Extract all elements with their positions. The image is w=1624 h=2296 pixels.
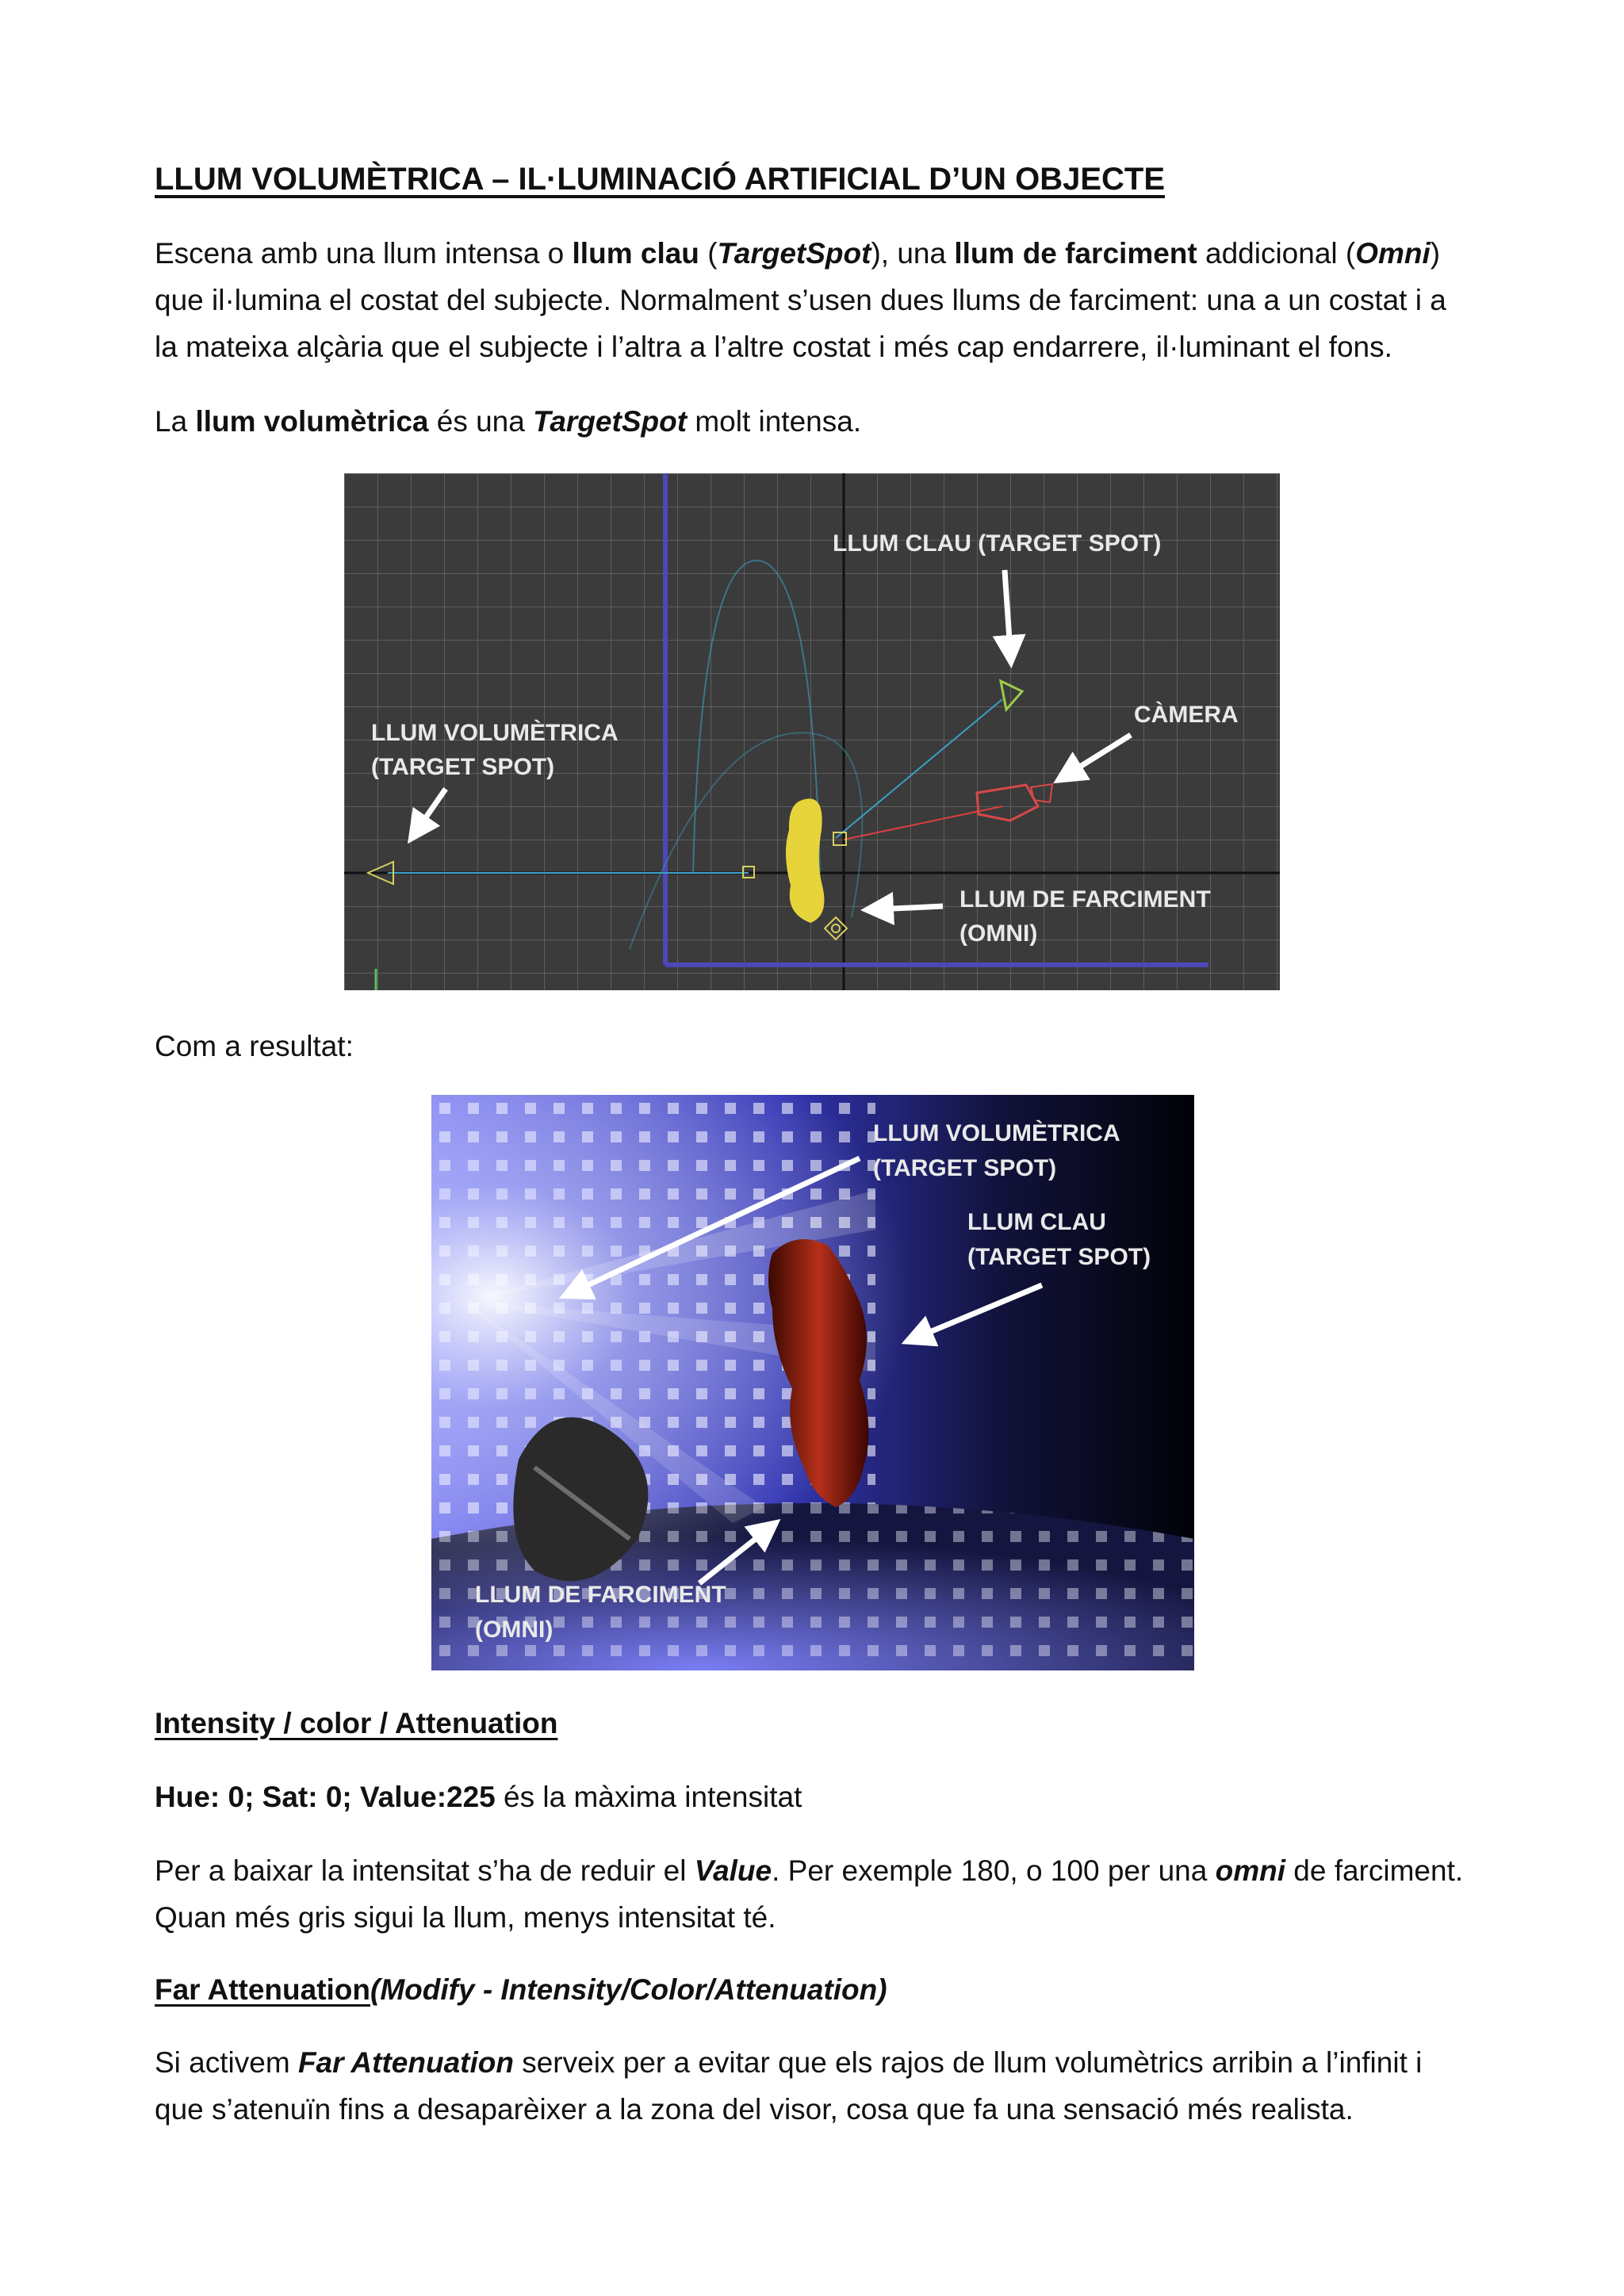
section-heading-far-attenuation: [155, 1968, 887, 2012]
result-caption: Com a resultat:: [155, 1030, 354, 1062]
bold-italic-term: omni: [1215, 1854, 1285, 1887]
label-volumetric-light: LLUM VOLUMÈTRICA: [371, 720, 619, 746]
label-volumetric-light-type: (TARGET SPOT): [371, 754, 555, 780]
bold-italic-term: Omni: [1355, 237, 1431, 270]
scene-viewport-figure: [344, 473, 1280, 990]
reduce-intensity-paragraph: [155, 1847, 1471, 1941]
heading-underlined-part: Far Attenuation: [155, 1973, 371, 2006]
intro-paragraph: [155, 230, 1471, 370]
text-run: Si activem: [155, 2046, 298, 2079]
label-camera: CÀMERA: [1134, 702, 1239, 728]
max-intensity-values: [155, 1774, 1471, 1820]
bold-italic-term: TargetSpot: [717, 237, 871, 270]
text-run: és una: [428, 405, 534, 438]
bold-italic-term: Value: [694, 1854, 772, 1887]
page-title: LLUM VOLUMÈTRICA – IL·LUMINACIÓ ARTIFICIAL D’UN OBJECTE: [155, 162, 1166, 197]
far-attenuation-paragraph: [155, 2039, 1471, 2133]
volumetric-definition: [155, 398, 1471, 445]
text-run: La: [155, 405, 196, 438]
text-run: molt intensa.: [687, 405, 862, 438]
text-run: serveix per a evitar que els rajos de llum volumètrics arribin a l’infinit i que s’atenuïn fins a desaparèixer a la zona del visor, cosa que fa una sensació més realista.: [155, 2046, 1423, 2126]
bold-term: llum clau: [572, 237, 699, 270]
label-key-light: LLUM CLAU: [967, 1209, 1106, 1235]
text-run: addicional (: [1197, 237, 1356, 270]
text-run: . Per exemple 180, o 100 per una: [772, 1854, 1216, 1887]
bold-italic-term: TargetSpot: [533, 405, 688, 438]
label-fill-light: LLUM DE FARCIMENT: [959, 886, 1211, 913]
heading-italic-part: (Modify - Intensity/Color/Attenuation): [370, 1973, 887, 2006]
text-run: de farciment. Quan més gris sigui la llum, menys intensitat té.: [155, 1854, 1464, 1934]
label-fill-light-type: (OMNI): [475, 1617, 553, 1643]
label-fill-light-type: (OMNI): [959, 920, 1038, 947]
text-run: (: [699, 237, 718, 270]
text-run: Per a baixar la intensitat s’ha de reduir el: [155, 1854, 695, 1887]
text-run: és la màxima intensitat: [495, 1781, 802, 1813]
bold-term: llum volumètrica: [195, 405, 429, 438]
bold-term: Hue: 0; Sat: 0; Value:225: [155, 1781, 496, 1813]
label-key-light: LLUM CLAU (TARGET SPOT): [833, 530, 1162, 557]
section-heading-intensity: Intensity / color / Attenuation: [155, 1707, 558, 1739]
text-run: ) que il·lumina el costat del subjecte. Normalment s’usen dues llums de farciment: una a un costat i a la mateixa alçària que el subjecte i l’altra a l’altre costat i més cap endarrere, il·luminant el fons.: [155, 237, 1446, 363]
text-run: Escena amb una llum intensa o: [155, 237, 573, 270]
render-result-figure: [431, 1095, 1194, 1670]
bold-italic-term: Far Attenuation: [297, 2046, 514, 2079]
text-run: ), una: [871, 237, 955, 270]
label-volumetric-light-type: (TARGET SPOT): [873, 1155, 1057, 1181]
label-fill-light: LLUM DE FARCIMENT: [475, 1582, 726, 1608]
bold-term: llum de farciment: [954, 237, 1197, 270]
label-key-light-type: (TARGET SPOT): [967, 1244, 1151, 1270]
label-volumetric-light: LLUM VOLUMÈTRICA: [873, 1120, 1120, 1146]
